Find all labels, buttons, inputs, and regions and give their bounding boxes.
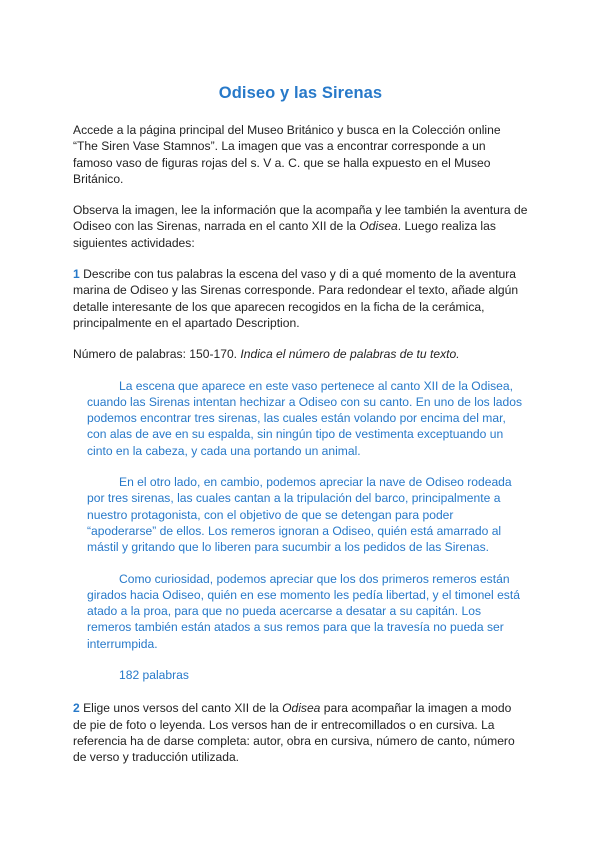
task-1 [73, 266, 528, 331]
answer-paragraph-3: Como curiosidad, podemos apreciar que los dos primeros remeros están girados hacia Odiseo, quién en ese momento les pedía libertad, y el timonel está atado a la proa, para que no pueda acercarse a desatar a su capitán. Los remeros también están atados a sus remos para que la travesía no pueda ser interrumpida. [87, 571, 520, 651]
word-range-note [73, 346, 528, 362]
intro-paragraph: Accede a la página principal del Museo Británico y busca en la Colección online “The Siren Vase Stamnos”. La imagen que vas a encontrar corresponde a un famoso vaso de figuras rojas del s. V a. C. que se halla expuesto en el Museo Británico. [73, 123, 501, 186]
observe-text-end: . Luego realiza las siguientes actividades: [73, 219, 496, 250]
observe-text: Observa la imagen, lee la información que la acompaña y lee también la aventura de Odiseo con las Sirenas, narrada en el canto XII de la [73, 203, 528, 234]
word-range-instruction: Indica el número de palabras de tu texto. [240, 347, 460, 362]
task-2-text: Elige unos versos del canto XII de la [79, 701, 283, 716]
answer-paragraph-2: En el otro lado, en cambio, podemos apreciar la nave de Odiseo rodeada por tres sirenas, las cuales cantan a la tripulación del barco, principalmente a nuestro protagonista, con el objetivo de que se detengan para poder “apoderarse” de ellos. Los remeros ignoran a Odiseo, quién está amarrado al mástil y gritando que lo liberen para sucumbir a los pedidos de las Sirenas. [87, 475, 512, 555]
task-2-text-end: para acompañar la imagen a modo de pie de foto o leyenda. Los versos han de ir entrecomillados o en cursiva. La referencia ha de darse completa: autor, obra en cursiva, número de canto, número de verso y traducción utilizada. [73, 701, 515, 765]
observe-paragraph [73, 202, 528, 251]
task-2-work-title: Odisea [282, 701, 321, 716]
work-title: Odisea [359, 219, 398, 234]
page-title: Odiseo y las Sirenas [218, 84, 383, 102]
word-range-text: Número de palabras: 150-170. [73, 347, 241, 362]
task-2-number: 2 [73, 701, 80, 716]
answer-paragraph-1: La escena que aparece en este vaso pertenece al canto XII de la Odisea, cuando las Sirenas intentan hechizar a Odiseo con su canto. En uno de los lados podemos encontrar tres sirenas, las cuales están volando por encima del mar, con alas de ave en su espalda, sin ningún tipo de vestimenta exceptuando un cinto en la cabeza, y cada una portando un animal. [87, 378, 522, 458]
task-2 [73, 700, 528, 765]
word-count: 182 palabras [119, 668, 189, 683]
task-1-number: 1 [73, 267, 80, 282]
task-1-text: Describe con tus palabras la escena del vaso y di a qué momento de la aventura marina de Odiseo y las Sirenas corresponde. Para redondear el texto, añade algún detalle interesante de los que aparecen recogidos en la ficha de la cerámica, principalmente en el apartado Description. [73, 267, 519, 330]
